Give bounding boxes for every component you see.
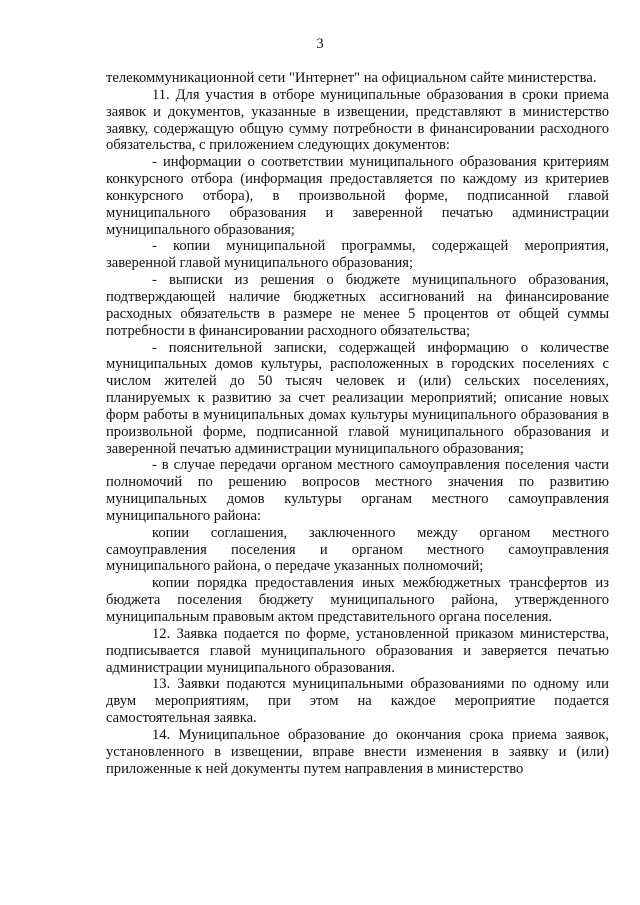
list-item-powers-transfer: - в случае передачи органом местного самоуправления поселения части полномочий по решению вопросов местного значения по развитию муниципальных домов культуры органам местного самоуправления муниципального района: (106, 457, 609, 524)
paragraph-item-12: 12. Заявка подается по форме, установленной приказом министерства, подписывается главой муниципального образования и заверяется печатью администрации муниципального образования. (106, 625, 609, 676)
paragraph-item-13: 13. Заявки подаются муниципальными образованиями по одному или двум мероприятиям, при этом на каждое мероприятие подается самостоятельная заявка. (106, 676, 609, 727)
list-item-explanatory-note: - пояснительной записки, содержащей информацию о количестве муниципальных домов культуры, расположенных в городских поселениях с числом жителей до 50 тысяч человек и (или) сельских поселениях, планируемых к развитию за счет реализации мероприятий; описание новых форм работы в муниципальных домах культуры муниципального образования в произвольной форме, подписанной главой муниципального образования и заверенной печатью администрации муниципального образования; (106, 339, 609, 457)
sub-item-agreement-copy: копии соглашения, заключенного между органом местного самоуправления поселения и органом местного самоуправления муниципального района, о передаче указанных полномочий; (106, 524, 609, 575)
list-item-criteria-info: - информации о соответствии муниципального образования критериям конкурсного отбора (информация предоставляется по каждому из критериев конкурсного отбора), в произвольной форме, подписанной главой муниципального образования и заверенной печатью администрации муниципального образования; (106, 154, 609, 238)
list-item-budget-extract: - выписки из решения о бюджете муниципального образования, подтверждающей наличие бюджетных ассигнований на финансирование расходных обязательств в размере не менее 5 процентов от общей суммы потребности в финансировании расходного обязательства; (106, 272, 609, 339)
list-item-program-copy: - копии муниципальной программы, содержащей мероприятия, заверенной главой муниципального образования; (106, 238, 609, 272)
sub-item-transfer-procedure: копии порядка предоставления иных межбюджетных трансфертов из бюджета поселения бюджету муниципального района, утвержденного муниципальным правовым актом представительного органа поселения. (106, 575, 609, 625)
paragraph-item-14: 14. Муниципальное образование до окончания срока приема заявок, установленного в извещении, вправе внести изменения в заявку и (или) приложенные к ней документы путем направления в министерство (106, 726, 609, 777)
paragraph-continuation: телекоммуникационной сети "Интернет" на официальном сайте министерства. (106, 70, 597, 86)
paragraph-item-11: 11. Для участия в отборе муниципальные образования в сроки приема заявок и документов, указанные в извещении, представляют в министерство заявку, содержащую общую сумму потребности в финансировании расходного обязательства, с приложением следующих документов: (106, 86, 609, 154)
page-number: 3 (316, 36, 324, 52)
document-body (106, 70, 609, 777)
